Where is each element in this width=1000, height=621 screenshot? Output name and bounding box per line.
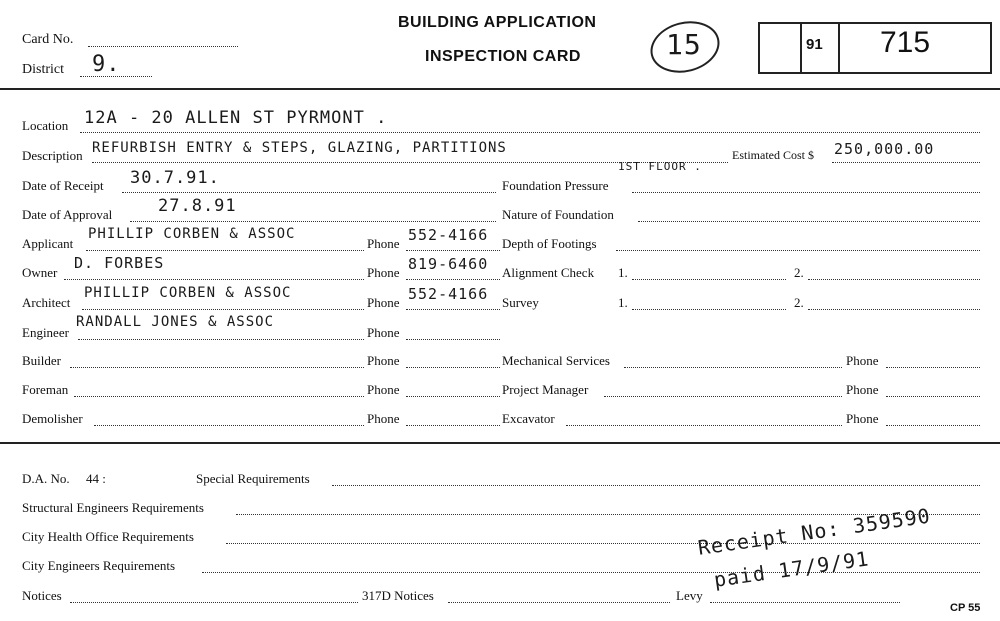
project-manager-line <box>604 396 842 397</box>
alignment-num2: 2. <box>794 265 804 280</box>
applicant-line <box>86 250 364 251</box>
applicant-phone-value: 552-4166 <box>408 226 489 244</box>
demolisher-label: Demolisher <box>22 411 83 426</box>
nature-foundation-line <box>638 221 980 222</box>
owner-phone-label: Phone <box>367 265 400 280</box>
health-requirements-line <box>226 543 980 544</box>
box-divider-2 <box>838 22 840 74</box>
box-number: 715 <box>880 26 931 59</box>
city-engineers-label: City Engineers Requirements <box>22 558 176 573</box>
box-prefix: 91 <box>806 36 823 53</box>
builder-phone-line <box>406 367 500 368</box>
engineer-line <box>78 339 364 340</box>
card-number-box <box>758 22 992 74</box>
requirements-divider <box>0 442 1000 444</box>
form-title-line2: INSPECTION CARD <box>425 48 581 65</box>
special-requirements-label: Special Requirements <box>196 471 310 486</box>
alignment-line1 <box>632 279 786 280</box>
foreman-label: Foreman <box>22 382 69 397</box>
depth-footings-line <box>616 250 980 251</box>
architect-phone-line <box>406 309 500 310</box>
foundation-pressure-label: Foundation Pressure <box>502 178 609 193</box>
project-manager-label: Project Manager <box>502 382 589 397</box>
levy-line <box>710 602 900 603</box>
alignment-check-label: Alignment Check <box>502 265 595 280</box>
notices-label: Notices <box>22 588 62 603</box>
estimated-cost-value: 250,000.00 <box>834 140 935 158</box>
description-label: Description <box>22 148 83 163</box>
project-manager-phone-line <box>886 396 980 397</box>
applicant-value: PHILLIP CORBEN & ASSOC <box>88 226 296 242</box>
survey-num1: 1. <box>618 295 628 310</box>
engineer-label: Engineer <box>22 325 69 340</box>
architect-phone-label: Phone <box>367 295 400 310</box>
architect-label: Architect <box>22 295 71 310</box>
builder-label: Builder <box>22 353 61 368</box>
da-no-label: D.A. No. <box>22 471 70 486</box>
excavator-line <box>566 425 842 426</box>
nature-foundation-label: Nature of Foundation <box>502 207 614 222</box>
circled-number: 15 <box>666 28 702 61</box>
description-value: REFURBISH ENTRY & STEPS, GLAZING, PARTITIONS <box>92 140 507 156</box>
applicant-phone-label: Phone <box>367 236 400 251</box>
date-receipt-value: 30.7.91. <box>130 168 220 188</box>
form-code: CP 55 <box>950 602 981 614</box>
health-requirements-label: City Health Office Requirements <box>22 529 194 544</box>
demolisher-phone-label: Phone <box>367 411 400 426</box>
engineer-phone-label: Phone <box>367 325 400 340</box>
architect-phone-value: 552-4166 <box>408 285 489 303</box>
notices-317d-line <box>448 602 670 603</box>
project-manager-phone-label: Phone <box>846 382 879 397</box>
engineer-value: RANDALL JONES & ASSOC <box>76 314 275 330</box>
survey-line1 <box>632 309 786 310</box>
depth-footings-label: Depth of Footings <box>502 236 597 251</box>
owner-label: Owner <box>22 265 58 280</box>
date-approval-value: 27.8.91 <box>158 196 237 216</box>
date-receipt-line <box>122 192 496 193</box>
alignment-num1: 1. <box>618 265 628 280</box>
location-line <box>80 132 980 133</box>
survey-num2: 2. <box>794 295 804 310</box>
demolisher-line <box>94 425 364 426</box>
receipt-note: Receipt No: 359590 <box>696 503 933 560</box>
survey-label: Survey <box>502 295 539 310</box>
mechanical-phone-label: Phone <box>846 353 879 368</box>
foundation-pressure-line <box>632 192 980 193</box>
levy-label: Levy <box>676 588 703 603</box>
engineer-phone-line <box>406 339 500 340</box>
mechanical-line <box>624 367 842 368</box>
da-no-value: 44 : <box>86 471 106 486</box>
foreman-phone-line <box>406 396 500 397</box>
date-approval-label: Date of Approval <box>22 207 113 222</box>
owner-line <box>64 279 364 280</box>
notices-line <box>70 602 358 603</box>
excavator-label: Excavator <box>502 411 555 426</box>
header-divider <box>0 88 1000 90</box>
mechanical-phone-line <box>886 367 980 368</box>
applicant-label: Applicant <box>22 236 74 251</box>
district-label: District <box>22 62 64 77</box>
foreman-line <box>74 396 364 397</box>
card-no-line <box>88 46 238 47</box>
structural-requirements-label: Structural Engineers Requirements <box>22 500 204 515</box>
date-receipt-label: Date of Receipt <box>22 178 104 193</box>
form-title-line1: BUILDING APPLICATION <box>398 14 597 31</box>
estimated-cost-line <box>832 162 980 163</box>
card-no-label: Card No. <box>22 32 74 47</box>
estimated-cost-label: Estimated Cost $ <box>732 148 814 162</box>
owner-phone-line <box>406 279 500 280</box>
district-value: 9. <box>92 52 121 77</box>
owner-phone-value: 819-6460 <box>408 255 489 273</box>
architect-line <box>82 309 364 310</box>
excavator-phone-line <box>886 425 980 426</box>
paid-note: paid 17/9/91 <box>712 546 871 592</box>
survey-line2 <box>808 309 980 310</box>
architect-value: PHILLIP CORBEN & ASSOC <box>84 285 292 301</box>
alignment-line2 <box>808 279 980 280</box>
date-approval-line <box>130 221 496 222</box>
foreman-phone-label: Phone <box>367 382 400 397</box>
builder-phone-label: Phone <box>367 353 400 368</box>
notices-317d-label: 317D Notices <box>362 588 434 603</box>
applicant-phone-line <box>406 250 500 251</box>
location-label: Location <box>22 118 69 133</box>
owner-value: D. FORBES <box>74 254 165 272</box>
special-requirements-line <box>332 485 980 486</box>
builder-line <box>70 367 364 368</box>
description-note: 1ST FLOOR . <box>618 160 702 173</box>
mechanical-label: Mechanical Services <box>502 353 610 368</box>
demolisher-phone-line <box>406 425 500 426</box>
box-divider-1 <box>800 22 802 74</box>
city-engineers-line <box>202 572 980 573</box>
location-value: 12A - 20 ALLEN ST PYRMONT . <box>84 108 388 128</box>
excavator-phone-label: Phone <box>846 411 879 426</box>
